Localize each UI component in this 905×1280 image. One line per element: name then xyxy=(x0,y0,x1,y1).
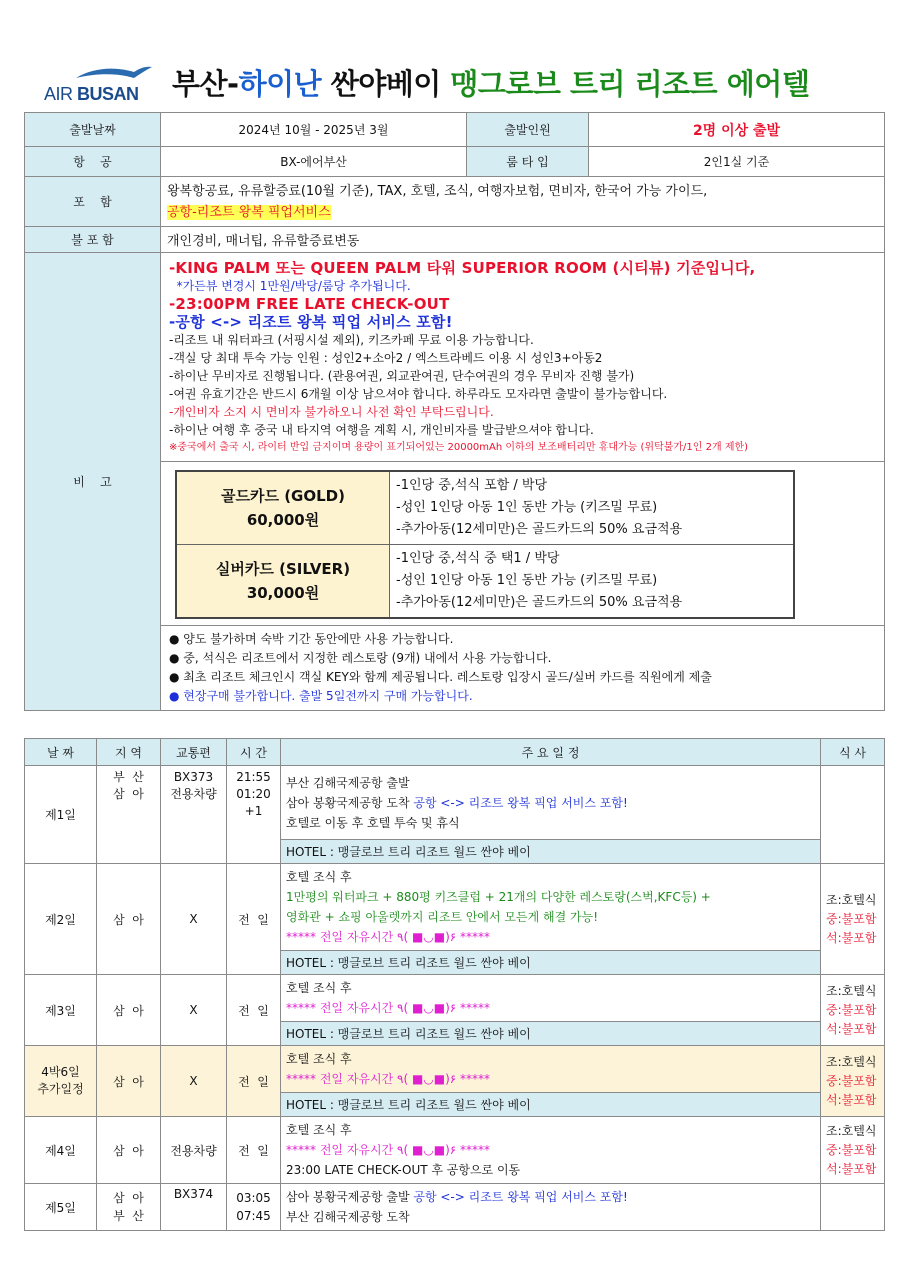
region-cell: 삼 아 xyxy=(97,1117,161,1184)
gold-card: 골드카드 (GOLD) 60,000원 xyxy=(176,471,390,545)
time-cell: 전 일 xyxy=(227,975,281,1046)
hotel-row: HOTEL : 맹글로브 트리 리조트 월드 싼야 베이 xyxy=(281,840,821,864)
page-title: 부산-하이난 싼야베이 맹그로브 트리 리조트 에어텔 xyxy=(172,67,810,101)
col-meal: 식 사 xyxy=(821,739,885,766)
note-line: -객실 당 최대 투숙 가능 인원 : 성인2+소아2 / 엑스트라베드 이용 시 성인3+아동2 xyxy=(169,351,603,365)
meal-cell: 조:호텔식 중:불포함 석:불포함 xyxy=(821,864,885,975)
plan-cell: 호텔 조식 후 ***** 전일 자유시간 ٩( ■◡■)۶ ***** 23:00 LATE CHECK-OUT 후 공항으로 이동 xyxy=(281,1117,821,1184)
gold-card-desc: -1인당 중,석식 포함 / 박당 -성인 1인당 아동 1인 동반 가능 (키즈밀 무료) -추가아동(12세미만)은 골드카드의 50% 요금적용 xyxy=(390,471,795,545)
transport-cell: 전용차량 xyxy=(161,1117,227,1184)
note-line: -23:00PM FREE LATE CHECK-OUT xyxy=(169,295,450,313)
info-table xyxy=(24,112,885,711)
day-cell: 제4일 xyxy=(25,1117,97,1184)
transport-cell: X xyxy=(161,1046,227,1117)
meal-cell: 조:호텔식 중:불포함 석:불포함 xyxy=(821,975,885,1046)
rule-line: ● 현장구매 불가합니다. 출발 5일전까지 구매 가능합니다. xyxy=(169,689,473,703)
time-cell: 전 일 xyxy=(227,1046,281,1117)
room-value: 2인1실 기준 xyxy=(589,147,885,177)
day-cell: 제1일 xyxy=(25,766,97,864)
day-cell: 4박6일 추가일정 xyxy=(25,1046,97,1117)
col-transport: 교통편 xyxy=(161,739,227,766)
meal-cell xyxy=(821,1184,885,1231)
note-line: -개인비자 소지 시 면비자 불가하오니 사전 확인 부탁드립니다. xyxy=(169,405,494,419)
pickup-highlight: 공항-리조트 왕복 픽업서비스 xyxy=(167,204,331,220)
col-time: 시 간 xyxy=(227,739,281,766)
time-cell: 전 일 xyxy=(227,864,281,975)
day-cell: 제3일 xyxy=(25,975,97,1046)
time-cell: 21:55 01:20 +1 xyxy=(227,766,281,864)
remarks-notes xyxy=(161,253,885,462)
silver-card: 실버카드 (SILVER) 30,000원 xyxy=(176,545,390,619)
air-busan-logo xyxy=(44,64,154,104)
plan-cell: 호텔 조식 후 ***** 전일 자유시간 ٩( ■◡■)۶ ***** xyxy=(281,1046,821,1093)
col-plan: 주 요 일 정 xyxy=(281,739,821,766)
air-value: BX-에어부산 xyxy=(161,147,467,177)
room-label: 룸 타 입 xyxy=(467,147,589,177)
hotel-row: HOTEL : 맹글로브 트리 리조트 월드 싼야 베이 xyxy=(281,1022,821,1046)
silver-card-desc: -1인당 중,석식 중 택1 / 박당 -성인 1인당 아동 1인 동반 가능 (키즈밀 무료) -추가아동(12세미만)은 골드카드의 50% 요금적용 xyxy=(390,545,795,619)
note-line: -공항 <-> 리조트 왕복 픽업 서비스 포함! xyxy=(169,313,453,331)
rule-line: ● 중, 석식은 리조트에서 지정한 레스토랑 (9개) 내에서 사용 가능합니다. xyxy=(169,651,552,665)
hotel-row: HOTEL : 맹글로브 트리 리조트 월드 싼야 베이 xyxy=(281,951,821,975)
time-cell: 03:05 07:45 xyxy=(227,1184,281,1231)
depart-value: 2024년 10월 - 2025년 3월 xyxy=(161,113,467,147)
note-line: -KING PALM 또는 QUEEN PALM 타워 SUPERIOR ROOM (시티뷰) 기준입니다, xyxy=(169,259,756,277)
note-line: -하이난 무비자로 진행됩니다. (관용여권, 외교관여권, 단수여권의 경우 무비자 진행 불가) xyxy=(169,369,635,383)
plan-cell: 삼아 봉황국제공항 출발 공항 <-> 리조트 왕복 픽업 서비스 포함! 부산 김해국제공항 도착 xyxy=(281,1184,821,1231)
note-line: -여권 유효기간은 반드시 6개월 이상 남으셔야 합니다. 하루라도 모자라면 출발이 불가능합니다. xyxy=(169,387,668,401)
note-line: -리조트 내 워터파크 (서핑시설 제외), 키즈카페 무료 이용 가능합니다. xyxy=(169,333,534,347)
schedule-table xyxy=(24,738,885,1231)
col-day: 날 짜 xyxy=(25,739,97,766)
include-value: 왕복항공료, 유류할증료(10월 기준), TAX, 호텔, 조식, 여행자보험, 면비자, 한국어 가능 가이드, 공항-리조트 왕복 픽업서비스 xyxy=(161,177,885,227)
card-rules xyxy=(161,626,885,711)
meal-cell: 조:호텔식 중:불포함 석:불포함 xyxy=(821,1046,885,1117)
day-cell: 제2일 xyxy=(25,864,97,975)
hotel-row: HOTEL : 맹글로브 트리 리조트 월드 싼야 베이 xyxy=(281,1093,821,1117)
rule-line: ● 양도 불가하며 숙박 기간 동안에만 사용 가능합니다. xyxy=(169,632,454,646)
exclude-label: 불 포 함 xyxy=(25,227,161,253)
rule-line: ● 최초 리조트 체크인시 객실 KEY와 함께 제공됩니다. 레스토랑 입장시 골드/실버 카드를 직원에게 제출 xyxy=(169,670,712,684)
region-cell: 삼 아 부 산 xyxy=(97,1184,161,1231)
people-label: 출발인원 xyxy=(467,113,589,147)
plan-cell: 부산 김해국제공항 출발 삼아 봉황국제공항 도착 공항 <-> 리조트 왕복 픽업 서비스 포함! 호텔로 이동 후 호텔 투숙 및 휴식 xyxy=(281,766,821,840)
logo-text: AIR BUSAN xyxy=(44,84,139,104)
region-cell: 삼 아 xyxy=(97,864,161,975)
plan-cell: 호텔 조식 후 1만평의 워터파크 + 880평 키즈클럽 + 21개의 다양한 레스토랑(스벅,KFC등) + 영화관 + 쇼핑 아울렛까지 리조트 안에서 모든게 해결 가능! ***** 전일 자유시간 ٩( ■◡■)۶ ***** xyxy=(281,864,821,951)
depart-label: 출발날짜 xyxy=(25,113,161,147)
meal-cell xyxy=(821,766,885,864)
meal-cell: 조:호텔식 중:불포함 석:불포함 xyxy=(821,1117,885,1184)
people-value: 2명 이상 출발 xyxy=(589,113,885,147)
transport-cell: BX374 xyxy=(161,1184,227,1231)
note-line: ※중국에서 출국 시, 라이터 반입 금지이며 용량이 표기되어있는 20000mAh 이하의 보조배터리만 휴대가능 (위탁불가/1인 2개 제한) xyxy=(169,442,749,453)
region-cell: 삼 아 xyxy=(97,1046,161,1117)
transport-cell: BX373 전용차량 xyxy=(161,766,227,864)
include-label: 포 함 xyxy=(25,177,161,227)
note-line: -하이난 여행 후 중국 내 타지역 여행을 계획 시, 개인비자를 발급받으셔야 합니다. xyxy=(169,423,594,437)
time-cell: 전 일 xyxy=(227,1117,281,1184)
transport-cell: X xyxy=(161,975,227,1046)
bird-icon xyxy=(74,64,154,82)
region-cell: 부 산 삼 아 xyxy=(97,766,161,864)
exclude-value: 개인경비, 매너팁, 유류할증료변동 xyxy=(161,227,885,253)
remarks-label: 비 고 xyxy=(25,253,161,711)
meal-cards-section xyxy=(161,462,885,626)
note-line: *가든뷰 변경시 1만원/박당/룸당 추가됩니다. xyxy=(169,279,411,293)
region-cell: 삼 아 xyxy=(97,975,161,1046)
transport-cell: X xyxy=(161,864,227,975)
air-label: 항 공 xyxy=(25,147,161,177)
col-region: 지 역 xyxy=(97,739,161,766)
day-cell: 제5일 xyxy=(25,1184,97,1231)
meal-cards-table xyxy=(175,470,795,619)
plan-cell: 호텔 조식 후 ***** 전일 자유시간 ٩( ■◡■)۶ ***** xyxy=(281,975,821,1022)
page-header xyxy=(24,56,884,106)
